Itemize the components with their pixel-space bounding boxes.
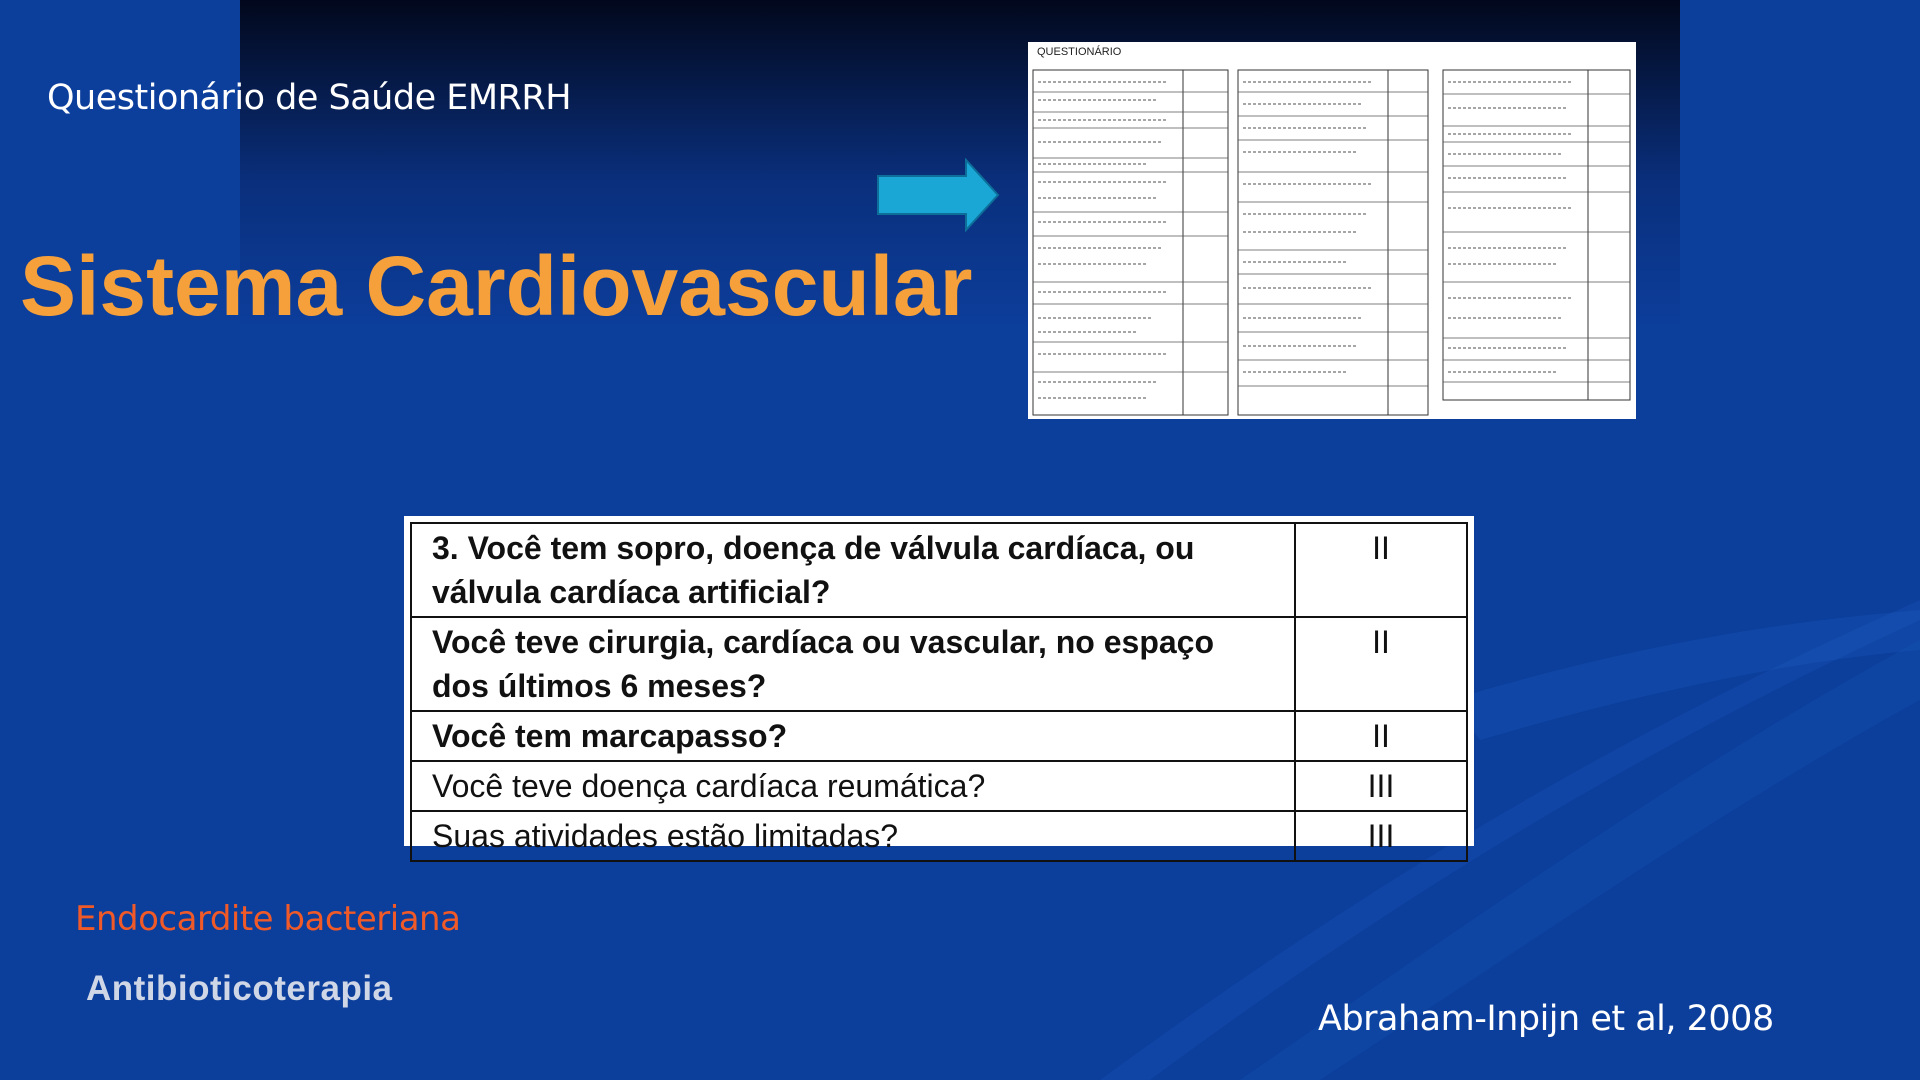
question-cell: Suas atividades estão limitadas?: [411, 811, 1295, 861]
note-antibiotic-therapy: Antibioticoterapia: [86, 969, 393, 1008]
table-row: [411, 617, 1467, 711]
question-cell: 3. Você tem sopro, doença de válvula cardíaca, ou válvula cardíaca artificial?: [411, 523, 1295, 617]
table-row: [411, 811, 1467, 861]
table-row: [411, 761, 1467, 811]
slide-title: Sistema Cardiovascular: [20, 239, 973, 333]
questionnaire-thumbnail: [1028, 42, 1636, 419]
citation: Abraham-Inpijn et al, 2008: [1318, 999, 1774, 1039]
asa-class-cell: III: [1295, 811, 1467, 861]
asa-class-cell: II: [1295, 711, 1467, 761]
table-row: [411, 523, 1467, 617]
asa-class-cell: II: [1295, 523, 1467, 617]
question-cell: Você teve doença cardíaca reumática?: [411, 761, 1295, 811]
asa-class-cell: II: [1295, 617, 1467, 711]
slide-subtitle: Questionário de Saúde EMRRH: [47, 78, 572, 118]
question-cell: Você teve cirurgia, cardíaca ou vascular, no espaço dos últimos 6 meses?: [411, 617, 1295, 711]
question-cell: Você tem marcapasso?: [411, 711, 1295, 761]
table-row: [411, 711, 1467, 761]
right-arrow-icon: [876, 158, 1000, 232]
thumbnail-heading: QUESTIONÁRIO: [1037, 46, 1122, 58]
note-endocarditis: Endocardite bacteriana: [75, 899, 461, 939]
asa-class-cell: III: [1295, 761, 1467, 811]
questionnaire-excerpt-table: [404, 516, 1474, 854]
